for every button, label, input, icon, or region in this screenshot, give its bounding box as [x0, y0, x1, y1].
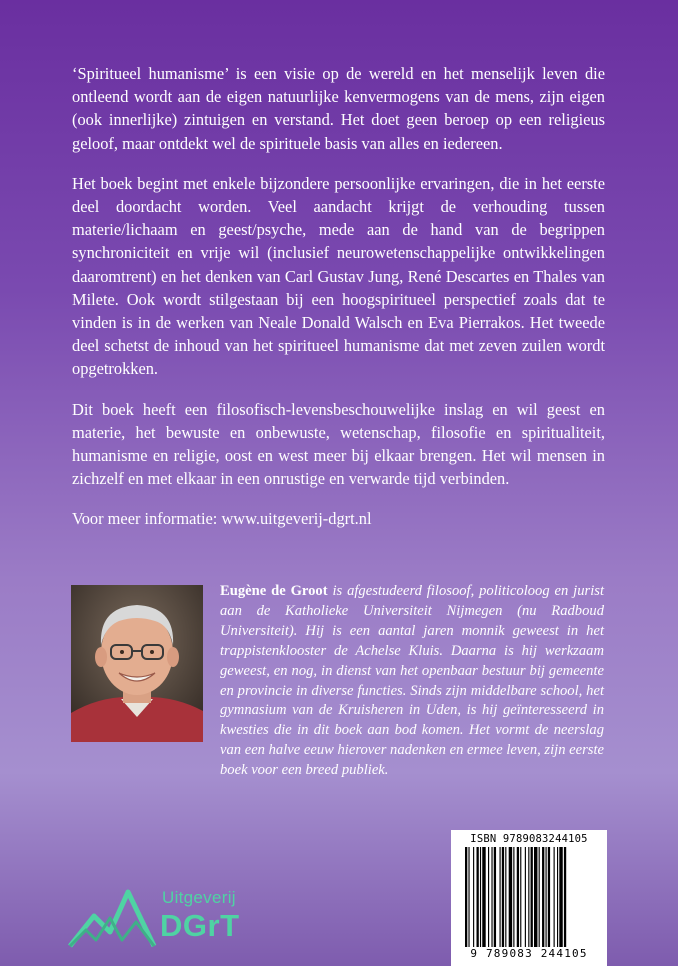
publisher-logo — [66, 882, 266, 952]
author-bio-text: is afgestudeerd filosoof, politicoloog en jurist aan de Katholieke Universiteit Nijmegen (nu Radboud Universiteit). Hij is een aantal jaren monnik geweest in het trappistenklooster de Achelse Kluis. Daarna is hij werkzaam geweest, en nog, in dienst van het openbaar bestuur bij gemeente en provincie in diverse functies. Sinds zijn middelbare school, het gymnasium van de Kruisheren in Uden, is hij geïnteresseerd in kwesties die in dit boek aan bod komen. Het vormt de neerslag van een halve eeuw hierover nadenken en ermee leven, zijn eerste boek voor een breed publiek. — [220, 583, 604, 779]
blurb-paragraph-1: ‘Spiritueel humanisme’ is een visie op de wereld en het menselijk leven die ontleend wordt aan de eigen natuurlijke kenvermogens van de mens, zijn eigen (ook innerlijke) zintuigen en verstand. Het doet geen beroep op een religieus geloof, maar ontdekt wel de spirituele basis van alles en iedereen. — [72, 64, 605, 153]
isbn-digits: 9 789083 244105 — [451, 947, 607, 960]
author-bio — [220, 582, 604, 781]
mountain-logo-icon — [66, 882, 158, 952]
publisher-name-line2: DGrT — [160, 908, 240, 943]
author-photo — [71, 585, 203, 742]
isbn-label: ISBN 9789083244105 — [470, 833, 588, 845]
blurb-paragraph-2: Het boek begint met enkele bijzondere persoonlijke ervaringen, die in het eerste deel doordacht worden. Veel aandacht krijgt de verhouding tussen materie/lichaam en geest/psyche, mede aan de hand van de begrippen synchroniciteit en vrije wil (inclusief neurowetenschappelijke ontwikkelingen daaromtrent) en het denken van Carl Gustav Jung, René Descartes en Thales van Milete. Ook wordt stilgestaan bij een hoogspiritueel perspectief zoals dat te vinden is in de werken van Neale Donald Walsch en Eva Pierrakos. Het tweede deel schetst de inhoud van het spiritueel humanisme dat met zeven zuilen wordt opgetrokken. — [72, 173, 605, 379]
more-info-line: Voor meer informatie: www.uitgeverij-dgrt.nl — [72, 509, 372, 529]
back-cover-blurb — [72, 62, 605, 548]
publisher-name-line1: Uitgeverij — [162, 888, 236, 907]
isbn-barcode — [451, 830, 607, 966]
author-name: Eugène de Groot — [220, 583, 328, 599]
blurb-paragraph-3: Dit boek heeft een filosofisch-levensbeschouwelijke inslag en wil geest en materie, het bewuste en onbewuste, wetenschap, filosofie en spiritualiteit, humanisme en religie, oost en west meer bij elkaar brengen. Het wil mensen in zichzelf en met elkaar in een onrustige en verwarde tijd verbinden. — [72, 399, 605, 489]
barcode-bars — [451, 830, 607, 966]
